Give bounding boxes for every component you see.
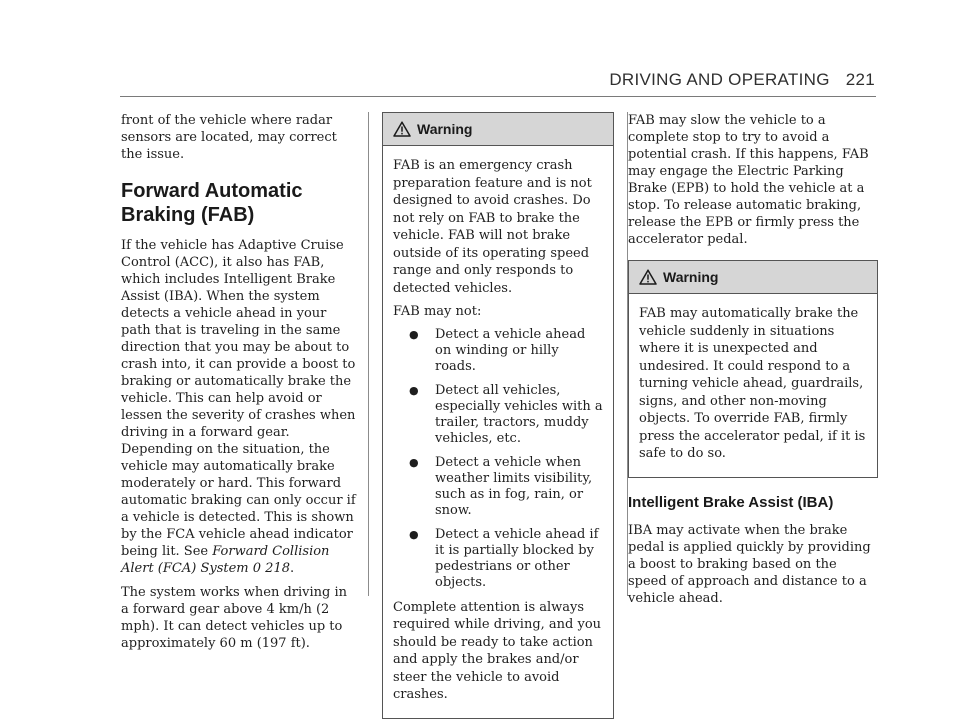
column-divider-1 — [368, 112, 369, 596]
warning-1-paragraph: FAB is an emergency crash preparation feature and is not designed to avoid crashes. Do not rely on FAB to brake the vehicle. FAB will not brake outside of its operating speed range and only responds to detected vehicles. — [393, 158, 592, 296]
fab-description-end: . — [290, 561, 295, 576]
fab-limitations-list — [393, 327, 603, 591]
warning-body-2 — [629, 294, 877, 477]
fab-speed-paragraph: The system works when driving in a forward gear above 4 km/h (2 mph). It can detect vehicles up to approximately 60 m (197 ft). — [121, 585, 348, 651]
warning-2-paragraph: FAB may automatically brake the vehicle suddenly in situations where it is unexpected and undesired. It could respond to a turning vehicle ahead, guardrails, signs, and other non-moving objects. To override FAB, firmly press the accelerator pedal, if it is safe to do so. — [639, 306, 866, 461]
list-item — [393, 383, 603, 447]
column-1 — [121, 112, 356, 659]
list-item-text: Detect all vehicles, especially vehicles with a trailer, tractors, muddy vehicles, etc. — [435, 382, 603, 446]
warning-triangle-icon — [393, 121, 411, 137]
fab-heading-line1: Forward Automatic — [121, 180, 303, 202]
intro-paragraph: front of the vehicle where radar sensors are located, may correct the issue. — [121, 113, 337, 162]
warning-box-2 — [628, 260, 878, 478]
fab-heading — [121, 179, 356, 227]
page-number: 221 — [845, 70, 875, 89]
fab-description-text: If the vehicle has Adaptive Cruise Control (ACC), it also has FAB, which includes Intelligent Brake Assist (IBA). When the system detects a vehicle ahead in your path that is traveling in the same direction that you may be about to crash into, it can provide a boost to braking or automatically brake the vehicle. This can help avoid or lessen the severity of crashes when driving in a forward gear. Depending on the situation, the vehicle may automatically brake moderately or hard. This forward automatic braking can only occur if a vehicle is detected. This is shown by the FCA vehicle ahead indicator being lit. See — [121, 238, 356, 559]
iba-paragraph: IBA may activate when the brake pedal is applied quickly by providing a boost to braking based on the speed of approach and distance to a vehicle ahead. — [628, 522, 871, 606]
column-3 — [628, 112, 878, 614]
warning-1-lead: FAB may not: — [393, 304, 482, 319]
column-2 — [382, 112, 614, 719]
iba-heading: Intelligent Brake Assist (IBA) — [628, 493, 834, 511]
bullet-icon: ● — [409, 455, 419, 469]
list-item-text: Detect a vehicle ahead if it is partially blocked by pedestrians or other objects. — [435, 526, 599, 590]
fab-stop-paragraph: FAB may slow the vehicle to a complete stop to try to avoid a potential crash. If this happens, FAB may engage the Electric Parking Brake (EPB) to hold the vehicle at a stop. To release automatic braking, release the EPB or firmly press the accelerator pedal. — [628, 113, 869, 247]
warning-title-2: Warning — [663, 268, 719, 285]
list-item-text: Detect a vehicle when weather limits visibility, such as in fog, rain, or snow. — [435, 454, 593, 518]
warning-body-1 — [383, 146, 613, 718]
warning-box-1 — [382, 112, 614, 719]
bullet-icon: ● — [409, 327, 419, 341]
list-item — [393, 455, 603, 519]
warning-header-1 — [383, 113, 613, 146]
page-ref-icon: 0 — [252, 561, 262, 576]
fca-xref-page: 218 — [265, 561, 290, 576]
list-item — [393, 527, 603, 591]
warning-1-closing: Complete attention is always required while driving, and you should be ready to take action and apply the brakes and/or steer the vehicle to avoid crashes. — [393, 599, 602, 702]
bullet-icon: ● — [409, 383, 419, 397]
warning-title-1: Warning — [417, 120, 473, 137]
warning-header-2 — [629, 261, 877, 294]
list-item-text: Detect a vehicle ahead on winding or hilly roads. — [435, 326, 586, 374]
page-header — [560, 70, 875, 90]
fab-description — [121, 237, 356, 577]
fca-xref-text: Forward Collision Alert (FCA) System — [121, 544, 330, 576]
bullet-icon: ● — [409, 527, 419, 541]
list-item — [393, 327, 603, 375]
warning-triangle-icon — [639, 269, 657, 285]
header-rule — [120, 96, 876, 97]
section-title: DRIVING AND OPERATING — [609, 70, 830, 89]
fab-heading-line2: Braking (FAB) — [121, 204, 255, 226]
